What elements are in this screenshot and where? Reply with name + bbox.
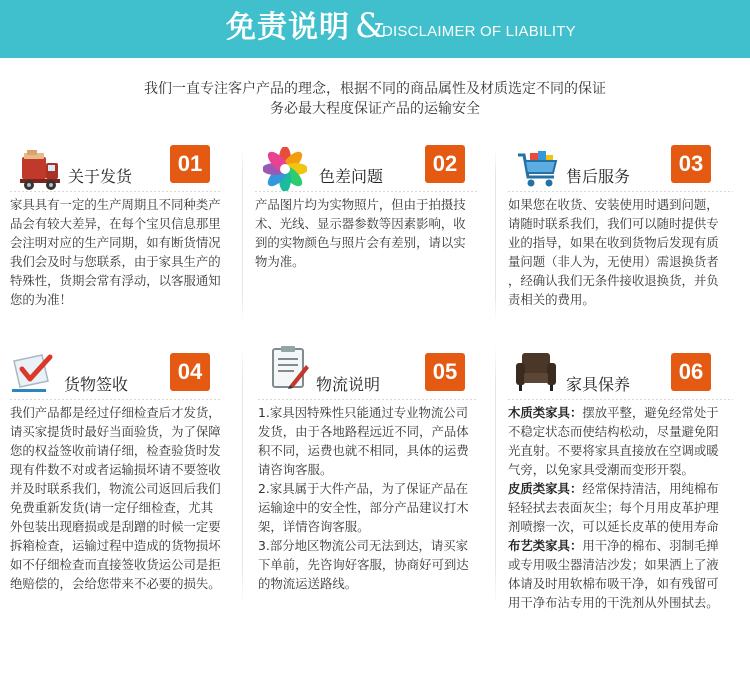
section-title: 货物签收 (64, 375, 129, 394)
body-text: 经常保持清洁，用纯棉布 (582, 481, 719, 496)
body-line: 气旁，以免家具受潮而变形开裂。 (508, 462, 694, 477)
care-label-fabric: 布艺类家具： (508, 538, 583, 553)
section-title: 家具保养 (566, 375, 631, 394)
section-number: 02 (432, 151, 458, 176)
section-number-badge (170, 145, 210, 183)
section-furniture-care (508, 345, 733, 625)
section-shipping (10, 145, 235, 325)
section-number-badge (671, 353, 711, 391)
body-line: 拆箱检查，运输过程中造成的货物损坏 (10, 538, 221, 553)
body-line: 品会有较大差异，在每个宝贝信息那里 (10, 216, 221, 231)
title-ampersand: & (355, 6, 386, 46)
section-separator (255, 191, 477, 192)
care-leather-line (508, 479, 743, 498)
body-line: 现有件数不对或者运输损坏请不要签收 (10, 462, 221, 477)
body-line: 会注明对应的生产同期，如有断货情况 (10, 235, 221, 250)
body-line: 您的为准！ (10, 292, 72, 307)
body-text: 摆放平整，避免经常处于 (582, 405, 719, 420)
body-line: 积不同，运费也就不相同，具体的运费 (258, 443, 469, 458)
section-body (508, 195, 738, 309)
body-line: 光直射。不要将家具直接放在空调或暖 (508, 443, 719, 458)
checkmark-icon (12, 351, 56, 395)
body-line: 如果您在收货、安装使用时遇到问题， (508, 197, 719, 212)
body-line: 发货，由于各地路程远近不同，产品体 (258, 424, 469, 439)
intro-line-1: 我们一直专注客户产品的理念，根据不同的商品属性及材质选定不同的保证 (144, 81, 606, 97)
section-title: 售后服务 (566, 167, 631, 186)
care-label-leather: 皮质类家具： (508, 481, 583, 496)
body-line: 的物流运送路线。 (258, 576, 358, 591)
section-title: 色差问题 (319, 167, 384, 186)
section-body (255, 195, 480, 271)
body-line: 下单前，先咨询好客服，协商好可到达 (258, 557, 469, 572)
body-line: 并及时联系我们，物流公司返回后我们 (10, 481, 221, 496)
column-divider (495, 345, 496, 605)
section-title: 物流说明 (316, 375, 381, 394)
section-title: 关于发货 (68, 167, 133, 186)
body-line: 请买家提货时最好当面验货，为了保障 (10, 424, 221, 439)
section-number: 06 (678, 359, 704, 384)
header-banner (0, 0, 750, 58)
body-line: 运输途中的安全性，部分产品建议打木 (258, 500, 469, 515)
body-line: 1.家具因特殊性只能通过专业物流公司 (258, 405, 469, 420)
body-line: 剂喷擦一次，可以延长皮革的使用寿命 (508, 519, 719, 534)
body-line: 体请及时用软棉布吸干净，如有残留可 (508, 576, 719, 591)
body-line: 绝赔偿的，会给您带来不必要的损失。 (10, 576, 221, 591)
body-line: 量问题（非人为，无使用）需退换货者 (508, 254, 719, 269)
page-title-en: DISCLAIMER OF LIABILITY (382, 23, 576, 40)
section-separator (258, 399, 476, 400)
page-title: 免责说明 (226, 10, 350, 45)
column-divider (242, 150, 243, 320)
section-separator (10, 191, 222, 192)
body-text: 用干净的棉布、羽制毛掸 (582, 538, 719, 553)
care-wood-line (508, 403, 743, 422)
truck-icon (18, 149, 62, 193)
body-line: 或专用吸尘器清洁沙发；如果洒上了液 (508, 557, 719, 572)
section-body (10, 403, 242, 593)
body-line: 轻轻拭去表面灰尘；每个月用皮革护理 (508, 500, 719, 515)
body-line: 术、光线、显示器参数等因素影响，收 (255, 216, 466, 231)
body-line: 2.家具属于大件产品，为了保证产品在 (258, 481, 469, 496)
column-divider (242, 345, 243, 605)
section-separator (508, 191, 733, 192)
body-line: 如不仔细检查而直接签收货运公司是拒 (10, 557, 221, 572)
body-line: ，经确认我们无条件接收退换货，并负 (508, 273, 719, 288)
care-fabric-line (508, 536, 743, 555)
section-separator (508, 399, 733, 400)
body-line: 到的实物颜色与照片会有差别，请以实 (255, 235, 466, 250)
section-delivery-receipt (10, 345, 235, 605)
section-body (10, 195, 235, 309)
section-number-badge (425, 145, 465, 183)
body-line: 外包装出现磨损或是刮蹭的时候一定要 (10, 519, 221, 534)
body-line: 3.部分地区物流公司无法到达，请买家 (258, 538, 469, 553)
body-line: 特殊性，货期会常有浮动，以客服通知 (10, 273, 221, 288)
body-line: 您的权益签收前请仔细，检查验货时发 (10, 443, 221, 458)
body-line: 我们产品都是经过仔细检查后才发货， (10, 405, 221, 420)
body-line: 产品图片均为实物照片，但由于拍摄技 (255, 197, 466, 212)
body-line: 业的指导，如果在收到货物后发现有质 (508, 235, 719, 250)
body-line: 请随时联系我们，我们可以随时提供专 (508, 216, 719, 231)
body-line: 请咨询客服。 (258, 462, 333, 477)
section-separator (10, 399, 222, 400)
clipboard-icon (266, 345, 310, 389)
body-line: 免费重新发货(请一定仔细检查，尤其 (10, 500, 214, 515)
armchair-icon (514, 349, 558, 393)
section-color-difference (255, 145, 480, 325)
body-line: 用干净布沾专用的干洗剂从外围拭去。 (508, 595, 719, 610)
section-number: 01 (177, 151, 203, 176)
section-number: 03 (678, 151, 704, 176)
section-body (258, 403, 490, 593)
shopping-cart-icon (516, 147, 560, 191)
section-number: 04 (177, 359, 203, 384)
section-logistics (258, 345, 483, 605)
body-line: 责相关的费用。 (508, 292, 595, 307)
body-line: 我们会及时与您联系，由于家具生产的 (10, 254, 221, 269)
section-number: 05 (432, 359, 458, 384)
section-number-badge (425, 353, 465, 391)
section-after-sales (508, 145, 733, 325)
intro-line-2: 务必最大程度保证产品的运输安全 (270, 101, 480, 117)
body-line: 家具具有一定的生产周期且不同种类产 (10, 197, 221, 212)
column-divider (495, 150, 496, 320)
section-number-badge (170, 353, 210, 391)
section-body (508, 403, 743, 612)
body-line: 物为准。 (255, 254, 305, 269)
body-line: 架，详情咨询客服。 (258, 519, 370, 534)
body-line: 不稳定状态而使结构松动，尽量避免阳 (508, 424, 719, 439)
section-number-badge (671, 145, 711, 183)
care-label-wood: 木质类家具： (508, 405, 583, 420)
color-wheel-icon (263, 147, 307, 191)
